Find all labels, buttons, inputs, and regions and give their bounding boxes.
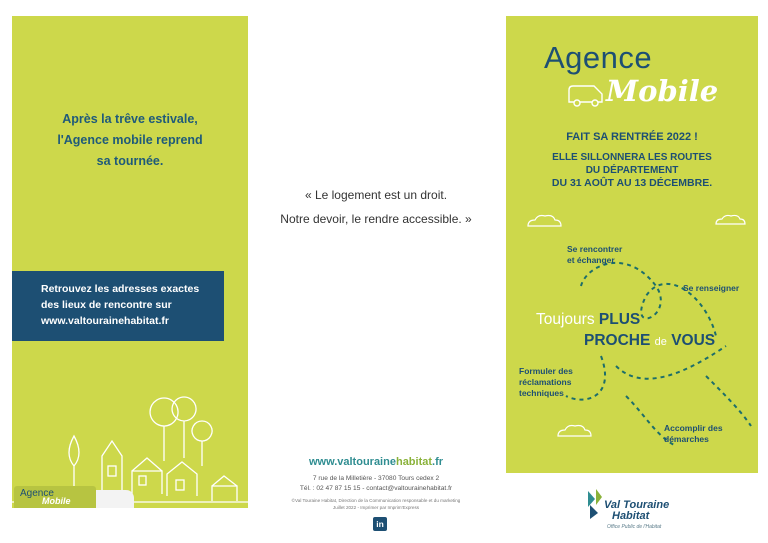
label-line: Se rencontrer <box>567 244 623 254</box>
intro-line: l'Agence mobile reprend <box>57 133 203 147</box>
label-line: Formuler des <box>519 366 573 376</box>
contact-address <box>256 474 496 493</box>
slogan-word: PLUS <box>598 311 641 328</box>
website-link[interactable] <box>256 456 496 468</box>
label-line: techniques <box>519 388 564 398</box>
address-info-box <box>12 271 224 341</box>
intro-line: Après la trêve estivale, <box>62 112 198 126</box>
label-reclamations <box>519 366 573 399</box>
address-line: 7 rue de la Milletière - 37080 Tours cedex 2 <box>312 475 440 482</box>
van-outline-icon <box>566 82 606 108</box>
website-accent: habitat <box>395 456 433 468</box>
dates: DU 31 AOÛT AU 13 DÉCEMBRE. <box>551 177 713 189</box>
left-panel <box>12 16 248 508</box>
slogan-line-2 <box>584 332 715 350</box>
slogan-word: PROCHE <box>584 332 651 349</box>
label-renseigner: Se renseigner <box>683 283 740 293</box>
val-touraine-logo-icon <box>584 487 606 521</box>
label-line: Accomplir des <box>664 423 723 433</box>
quote-line: « Le logement est un droit. <box>304 188 448 202</box>
label-demarches <box>664 423 723 445</box>
intro-text <box>12 109 248 172</box>
label-line: et échanger <box>567 255 615 265</box>
website-suffix: .fr <box>432 456 444 468</box>
headline: FAIT SA RENTRÉE 2022 ! <box>566 131 698 143</box>
info-link[interactable]: www.valtourainehabitat.fr <box>41 315 169 327</box>
slogan-word: Toujours <box>536 311 595 328</box>
linkedin-icon[interactable]: in <box>373 517 387 531</box>
quote-line: Notre devoir, le rendre accessible. » <box>280 212 472 226</box>
right-panel <box>506 16 758 473</box>
credits <box>256 498 496 511</box>
label-rencontrer <box>567 244 622 266</box>
logo-name-line: Val Touraine <box>604 499 670 511</box>
val-touraine-name <box>604 500 669 522</box>
label-line: réclamations <box>519 377 572 387</box>
sub-headline <box>506 151 758 190</box>
logo-name-line: Habitat <box>612 510 650 522</box>
credit-line: ©Val Touraine Habitat, Direction de la Communication responsable et du marketing <box>291 498 461 503</box>
quote <box>256 183 496 231</box>
slogan-word: VOUS <box>671 332 716 349</box>
info-line: des lieux de rencontre sur <box>41 299 172 311</box>
phone-email-line: Tél. : 02 47 87 15 15 - contact@valtourainehabitat.fr <box>299 484 453 492</box>
val-touraine-tagline: Office Public de l'Habitat <box>607 524 662 530</box>
intro-line: sa tournée. <box>96 154 164 168</box>
van-logo-mobile: Mobile <box>42 496 71 506</box>
slogan-word: de <box>654 336 667 348</box>
sub-line: DU DÉPARTEMENT <box>585 165 679 176</box>
van-logo <box>14 486 134 508</box>
slogan-line-1 <box>536 311 640 329</box>
logo-mobile: Mobile <box>606 74 719 108</box>
sub-line: ELLE SILLONNERA LES ROUTES <box>552 152 712 163</box>
logo-agence: Agence <box>544 40 653 75</box>
info-line: Retrouvez les adresses exactes <box>41 283 200 295</box>
label-line: démarches <box>664 434 709 444</box>
van-logo-agence: Agence <box>20 488 54 499</box>
credit-line: Juillet 2022 - Imprimer par Imprim'Express <box>332 504 420 510</box>
website-prefix: www.valtouraine <box>308 456 396 468</box>
